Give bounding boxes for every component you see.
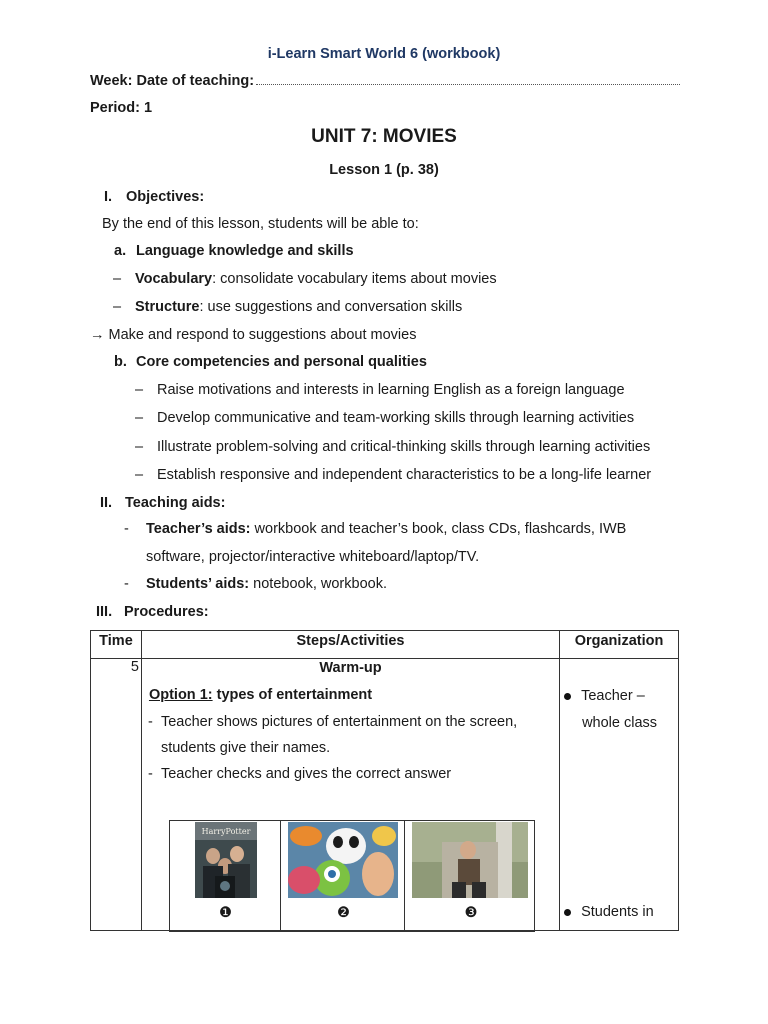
list-item [113,299,462,315]
subsection-title: Language knowledge and skills [136,243,354,259]
section-title: Teaching aids: [125,495,226,511]
table-row [91,659,679,931]
org-item [564,688,645,704]
item-bold: Students’ aids: [146,576,250,592]
arrow-note [90,327,416,343]
list-item [135,382,625,398]
lesson-label: Lesson 1 (p. 38) [329,162,439,178]
list-item [135,439,650,455]
objectives-heading [104,189,204,205]
unit-title: UNIT 7: MOVIES [311,126,457,147]
org-text: Students in [581,904,654,920]
dash-bullet: – [135,439,144,455]
list-item [135,467,651,483]
arrow-right-icon: → [90,327,105,343]
org-text: Teacher – [581,688,645,704]
steps-cell [141,659,559,931]
item-text: : use suggestions and conversation skills [199,299,463,315]
image-number-3: ❸ [464,905,478,921]
image-number-1: ❶ [218,905,232,921]
section-number: III. [96,604,113,620]
column-header-time: Time [91,631,142,659]
time-cell: 5 [91,659,142,931]
item-text: workbook and teacher’s book, class CDs, flashcards, IWB [250,521,627,537]
workbook-title: i-Learn Smart World 6 (workbook) [267,46,501,62]
section-title: Objectives: [126,189,205,205]
bullet-dot-icon [564,909,571,916]
organization-cell [560,659,679,931]
org-item-continuation: whole class [582,715,658,731]
dash-bullet: – [135,467,144,483]
item-text: Illustrate problem-solving and critical-thinking skills through learning activities [157,439,651,455]
step-item-continuation: students give their names. [160,740,331,756]
list-item [124,521,626,537]
dash-bullet: – [113,271,122,287]
teaching-aids-heading [100,495,225,511]
dash-bullet: - [147,766,153,782]
dash-bullet: – [135,382,144,398]
stage-title: Warm-up [319,660,382,676]
procedures-table [90,630,679,931]
step-text: Teacher shows pictures of entertainment on the screen, [160,714,518,730]
column-header-organization: Organization [560,631,679,659]
section-number: II. [100,495,113,511]
date-fill-line [256,73,680,85]
dash-bullet: - [124,521,129,537]
bullet-dot-icon [564,693,571,700]
list-item [135,410,634,426]
svg-text:HarryPotter: HarryPotter [201,827,251,836]
mr-bean-photo-image [412,822,528,898]
procedures-heading [96,604,209,620]
item-bold: Vocabulary [135,271,213,287]
item-bold: Teacher’s aids: [146,521,251,537]
step-text: Teacher checks and gives the correct answer [160,766,452,782]
list-item-continuation: software, projector/interactive whiteboard/laptop/TV. [146,549,480,565]
step-item [148,766,451,782]
week-label: Week: Date of teaching: [90,73,255,89]
item-bold: Structure [135,299,200,315]
objectives-intro: By the end of this lesson, students will be able to: [102,216,419,232]
subsection-number: a. [114,243,127,259]
org-item [564,904,654,920]
subsection-number: b. [114,354,127,370]
column-header-steps: Steps/Activities [141,631,559,659]
dash-bullet: - [124,576,129,592]
dash-bullet: - [147,714,153,730]
section-title: Procedures: [124,604,209,620]
dash-bullet: – [135,410,144,426]
item-text: Raise motivations and interests in learning English as a foreign language [157,382,625,398]
section-number: I. [104,189,113,205]
item-text: Develop communicative and team-working skills through learning activities [157,410,635,426]
subsection-a-heading [114,243,354,259]
option-title: types of entertainment [212,687,373,703]
list-item [124,576,387,592]
harry-potter-poster-image [195,822,257,898]
option-label: Option 1: [148,687,213,703]
week-line [90,73,680,89]
step-item [148,714,517,730]
item-text: Establish responsive and independent characteristics to be a long-life learner [157,467,652,483]
dash-bullet: – [113,299,122,315]
animated-characters-image [288,822,398,898]
subsection-title: Core competencies and personal qualities [136,354,427,370]
subsection-b-heading [114,354,427,370]
item-text: notebook, workbook. [249,576,387,592]
image-number-2: ❷ [336,905,350,921]
period-label: Period: 1 [90,100,153,116]
option-line [149,687,372,703]
item-text: : consolidate vocabulary items about movies [212,271,497,287]
arrow-note-text: Make and respond to suggestions about movies [108,327,417,343]
table-header-row [91,631,679,659]
list-item [113,271,497,287]
